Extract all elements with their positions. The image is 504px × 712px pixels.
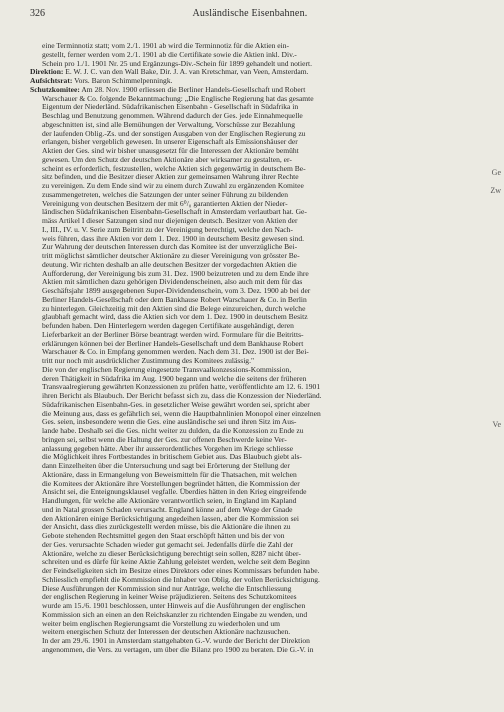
- line-text: Vereinigung von deutschen Besitzern der mit 6⁰/₀ garantierten Aktien der Nieder-: [42, 199, 288, 208]
- text-line: [30, 42, 470, 51]
- text-line: [30, 401, 470, 410]
- line-text: und in Natal grossen Schaden verursacht. England könne auf dem Wege der Gnade: [42, 505, 293, 514]
- line-text: mäss Artikel I dieser Satzungen sind nur diejenigen deutsch. Besitzer von Aktien der: [42, 217, 298, 225]
- line-text: der laufenden Oblig.-Zs. und der sonstigen Ausgaben von der Englischen Regierung zu: [42, 129, 306, 138]
- text-line: [30, 200, 470, 209]
- text-line: [30, 313, 470, 322]
- text-line: [30, 602, 470, 611]
- line-text: zu hinterlegen. Gleichzeitig mit den Aktien sind die Belege einzureichen, durch welche: [42, 304, 306, 313]
- line-text: Aufforderung, der Vereinigung bis zum 31. Dez. 1900 beizutreten und zu dem Ende ihre: [42, 269, 309, 278]
- line-text: Beschlag und Benutzung genommen. Während dadurch der Ges. jede Einnahmequelle: [42, 112, 303, 120]
- text-line: [30, 593, 470, 602]
- text-line: [30, 51, 470, 60]
- line-text: tritt nur noch mit ausdrücklicher Zustimmung des Komitees zulässig.": [42, 357, 255, 365]
- line-text: weiter beim englischen Regierungsamt die Vorstellung zu wiederholen und um: [42, 619, 281, 628]
- text-line: [30, 427, 470, 436]
- line-text: tritt möglichst sämtlicher deutscher Aktionäre zu dieser Vereinigung von grösster Be-: [42, 252, 300, 260]
- line-text: der Feindseligkeiten sich im Besitze eines Direktors oder eines Kommissars befunden habe.: [42, 567, 320, 575]
- text-line: [30, 191, 470, 200]
- text-line: [30, 550, 470, 559]
- line-text: abgeschnitten ist, sind alle Bemühungen der Verwaltung, Vorschüsse zur Bezahlung: [42, 120, 295, 129]
- text-line: [30, 567, 470, 576]
- page-number: 326: [30, 8, 45, 19]
- text-line: [30, 147, 470, 156]
- text-line: [30, 628, 470, 637]
- text-line: [30, 488, 470, 497]
- text-line: [30, 68, 470, 77]
- line-text: erklärungen können bei der Berliner Handels-Gesellschaft und dem Bankhause Robert: [42, 339, 304, 348]
- text-line: [30, 497, 470, 506]
- line-text: Aktionäre, welche zu dieser Berücksichtigung berechtigt sein sollen, 8287 nicht über-: [42, 549, 301, 558]
- line-text: E. W. J. C. van den Wall Bake, Dir. J. A. van Kretschmar, van Veen, Amsterdam.: [63, 68, 309, 77]
- line-text: Aktien mit sämtlichen dazu gehörigen Dividendenscheinen, also auch mit dem für das: [42, 278, 303, 287]
- text-line: [30, 296, 470, 305]
- line-text: Handlungen, für welche alle Aktionäre verantwortlich seien, in England im Kapland: [42, 497, 297, 505]
- line-text: Südafrikanischen Eisenbahn-Ges. in gesetzlicher Weise gewährt worden sei, spricht aber: [42, 400, 310, 409]
- text-line: [30, 480, 470, 489]
- line-text: zu vereinigen. Zu dem Ende sind wir zu einem durch Zuwahl zu ergänzenden Komitee: [42, 182, 304, 190]
- text-line: [30, 217, 470, 226]
- text-line: [30, 445, 470, 454]
- text-line: [30, 646, 470, 655]
- line-text: weis führen, dass ihre Aktien vor dem 1. Dez. 1900 in deutschem Besitz gewesen sind.: [42, 234, 304, 243]
- line-text: In der am 29./6. 1901 in Amsterdam stattgehabten G.-V. wurde der Bericht der Direktion: [42, 637, 310, 645]
- line-text: glaubhaft gemacht wird, dass die Aktien sich vor dem 1. Dez. 1900 in deutschem Besitz: [42, 313, 308, 322]
- text-line: [30, 366, 470, 375]
- line-text: Schein pro 1./1. 1901 Nr. 25 und Ergänzungs-Div.-Schein für 1899 gehandelt und notiert.: [42, 59, 312, 68]
- text-line: [30, 436, 470, 445]
- text-line: [30, 331, 470, 340]
- line-text: Transvaalregierung gewährten Konzessionen zu prüfen hatte, veröffentlichte am 12. 6. 1901: [42, 383, 321, 392]
- section-label: Direktion:: [30, 68, 64, 77]
- text-line: [30, 541, 470, 550]
- line-text: Aktien der Ges. sind wir bisher unausgesetzt für die Interessen der Aktionäre bemüht: [42, 147, 299, 155]
- text-line: [30, 156, 470, 165]
- line-text: Am 28. Nov. 1900 erliessen die Berliner Handels-Gesellschaft und Robert: [79, 85, 306, 94]
- line-text: anlassung gegeben hätte. Aber ihr ausserordentliches Vorgehen im Kriege schliesse: [42, 444, 294, 453]
- text-line: [30, 77, 470, 86]
- text-line: [30, 243, 470, 252]
- line-text: Warschauer & Co. folgende Bekanntmachung: „Die Englische Regierung hat das gesamte: [42, 94, 314, 103]
- line-text: Gebote stehenden Rechtsmittel gegen den Staat erschöpft hätten und bis der von: [42, 532, 285, 540]
- text-line: [30, 112, 470, 121]
- running-head: Ausländische Eisenbahnen.: [192, 8, 308, 19]
- text-line: [30, 348, 470, 357]
- line-text: die Komitees der Aktionäre ihre Vorstellungen begründet hätten, die Kommission der: [42, 479, 300, 488]
- line-text: den Aktionären einige Berücksichtigung angedeihen lassen, aber die Kommission sei: [42, 514, 299, 523]
- text-line: [30, 208, 470, 217]
- line-text: Zur Wahrung der deutschen Interessen durch das Komitee ist der unverzügliche Bei-: [42, 243, 298, 252]
- text-line: [30, 410, 470, 419]
- edge-fragment: Ge: [491, 168, 501, 177]
- text-line: [30, 165, 470, 174]
- line-text: Schliesslich empfiehlt die Kommission die Inhaber von Oblig. der vollen Berücksichtigung.: [42, 575, 320, 584]
- text-line: [30, 585, 470, 594]
- line-text: zusammengetreten, welches die Satzungen der unter seiner Führung zu bildenden: [42, 190, 289, 199]
- text-line: [30, 95, 470, 104]
- text-line: [30, 357, 470, 366]
- text-line: [30, 305, 470, 314]
- line-text: deren Thätigkeit in Südafrika im Aug. 1900 begann und welche die seitens der früheren: [42, 374, 307, 383]
- text-line: [30, 392, 470, 401]
- line-text: Eigentum der Niederländ. Südafrikanischen Eisenbahn - Gesellschaft in Südafrika in: [42, 103, 299, 112]
- edge-fragment: Ve: [492, 420, 501, 429]
- text-line: [30, 86, 470, 95]
- line-text: die Möglichkeit ihres Fortbestandes in britischem Gebiet aus. Das Blaubuch giebt als-: [42, 453, 302, 462]
- text-line: [30, 182, 470, 191]
- line-text: lande habe. Deshalb sei die Ges. nicht weiter zu dulden, da die Konzession zu Ende zu: [42, 427, 304, 435]
- text-line: [30, 637, 470, 646]
- text-line: [30, 383, 470, 392]
- text-line: [30, 506, 470, 515]
- line-text: gestellt, ferner werden vom 2./1. 1901 ab die Certifikate sowie die Aktien inkl. Div.-: [42, 50, 297, 59]
- line-text: eine Terminnotiz statt; vom 2./1. 1901 ab wird die Terminnotiz für die Aktien ein-: [42, 42, 290, 50]
- line-text: dann Einzelheiten über die Untersuchung und sagt bei Erörterung der Stellung der: [42, 462, 290, 470]
- line-text: Ansicht sei, die Enteignungsklausel vegfalle. Überdies hätten in den Krieg eingreifende: [42, 488, 307, 497]
- page-body: [30, 42, 470, 655]
- line-text: bringen sei, selbst wenn die Haltung der Ges. zur offenen Beschwerde keine Ver-: [42, 435, 287, 444]
- line-text: der Ansicht, dass dies zurückgestellt werden müsse, bis die Aktionäre die ihnen zu: [42, 523, 291, 532]
- line-text: Kommission sich an einen an den Reichskanzler zu richtenden Eingabe zu wenden, und: [42, 610, 308, 619]
- text-line: [30, 278, 470, 287]
- line-text: Ges. seien, insbesondere wenn die Ges. eine ausländische sei und ihren Sitz im Aus-: [42, 418, 297, 427]
- text-line: [30, 418, 470, 427]
- line-text: Aktionäre, dass in Ermangelung von Beweismitteln für die Thatsachen, mit welchen: [42, 470, 297, 479]
- text-line: [30, 130, 470, 139]
- text-line: [30, 60, 470, 69]
- text-line: [30, 515, 470, 524]
- text-line: [30, 611, 470, 620]
- text-line: [30, 523, 470, 532]
- line-text: sitz befinden, und die Besitzer dieser Aktien zur gemeinsamen Wahrung ihrer Rechte: [42, 173, 299, 182]
- line-text: ländischen Südafrikanischen Eisenbahn-Gesellschaft in Amsterdam verlautbart hat. Ge-: [42, 208, 307, 217]
- line-text: angenommen, die Vers. zu vertagen, um über die Bilanz pro 1900 zu beraten. Die G.-V. in: [42, 645, 314, 654]
- text-line: [30, 532, 470, 541]
- edge-fragment: Zw: [490, 186, 501, 195]
- text-line: [30, 103, 470, 112]
- section-label: Aufsichtsrat:: [30, 77, 73, 85]
- text-line: [30, 620, 470, 629]
- line-text: der englischen Regierung in keiner Weise präjudizieren. Seitens des Schutzkomitees: [42, 593, 297, 602]
- text-line: [30, 226, 470, 235]
- line-text: der Ges. verursachte Schaden wieder gut gemacht sei. Jedenfalls dürfe die Zahl der: [42, 540, 294, 549]
- line-text: Warschauer & Co. in Empfang genommen werden. Nach dem 31. Dez. 1900 ist der Bei-: [42, 348, 309, 357]
- line-text: schreiten und es dürfe für keine Aktie Zahlung geleistet werden, welche seit dem Beginn: [42, 558, 310, 567]
- text-line: [30, 138, 470, 147]
- line-text: Berliner Handels-Gesellschaft oder dem Bankhause Robert Warschauer & Co. in Berlin: [42, 295, 307, 304]
- line-text: scheint es erforderlich, festzustellen, welche Aktien sich gegenwärtig in deutschem Be-: [42, 164, 306, 173]
- line-text: deutung. Wir richten deshalb an alle deutschen Besitzer der vorgedachten Aktien die: [42, 260, 297, 269]
- line-text: Diese Ausführungen der Kommission sind nur Anträge, welche die Entschliessung: [42, 584, 292, 593]
- text-line: [30, 462, 470, 471]
- text-line: [30, 261, 470, 270]
- line-text: gewesen. Um den Schutz der deutschen Aktionäre aber wirksamer zu gestalten, er-: [42, 155, 292, 164]
- line-text: I., III., IV. u. V. Serie zum Beitritt zu der Vereinigung berechtigt, welche den Nach-: [42, 225, 293, 234]
- text-line: [30, 121, 470, 130]
- line-text: Lieferbarkeit an der Berliner Börse beantragt werden wird. Formulare für die Beitritts-: [42, 330, 304, 339]
- text-line: [30, 235, 470, 244]
- text-line: [30, 270, 470, 279]
- line-text: befunden haben. Den Hinterlegern werden dagegen Certifikate ausgehändigt, deren: [42, 322, 294, 330]
- page-header: [30, 8, 470, 22]
- line-text: ihren Bericht als Blaubuch. Der Bericht befasst sich zu, dass die Konzession der Niederländ.: [42, 392, 322, 400]
- section-label: Schutzkomitee:: [30, 85, 80, 94]
- line-text: die Meinung aus, dass es gefährlich sei, wenn die Hauptbahnlinien Monopol einer einzelnen: [42, 409, 321, 418]
- text-line: [30, 375, 470, 384]
- line-text: erlangen, bisher vergeblich gewesen. In unserer Eigenschaft als Emissionshäuser der: [42, 138, 298, 147]
- line-text: Vors. Baron Schimmelpenningk.: [72, 77, 173, 85]
- text-line: [30, 287, 470, 296]
- line-text: Die von der englischen Regierung eingesetzte Transvaalkonzessions-Kommission,: [42, 365, 292, 374]
- text-line: [30, 252, 470, 261]
- line-text: weitern energischen Schutz der Interessen der deutschen Aktionäre nachzusuchen.: [42, 628, 291, 637]
- text-line: [30, 340, 470, 349]
- text-line: [30, 453, 470, 462]
- text-line: [30, 471, 470, 480]
- line-text: Geschäftsjahr 1899 ausgegebenen Super-Dividendenschein, vom 3. Dez. 1900 ab bei der: [42, 287, 311, 295]
- text-line: [30, 322, 470, 331]
- text-line: [30, 576, 470, 585]
- text-line: [30, 173, 470, 182]
- line-text: wurde am 15./6. 1901 beschlossen, unter Hinweis auf die Ausführungen der englischen: [42, 602, 306, 610]
- text-line: [30, 558, 470, 567]
